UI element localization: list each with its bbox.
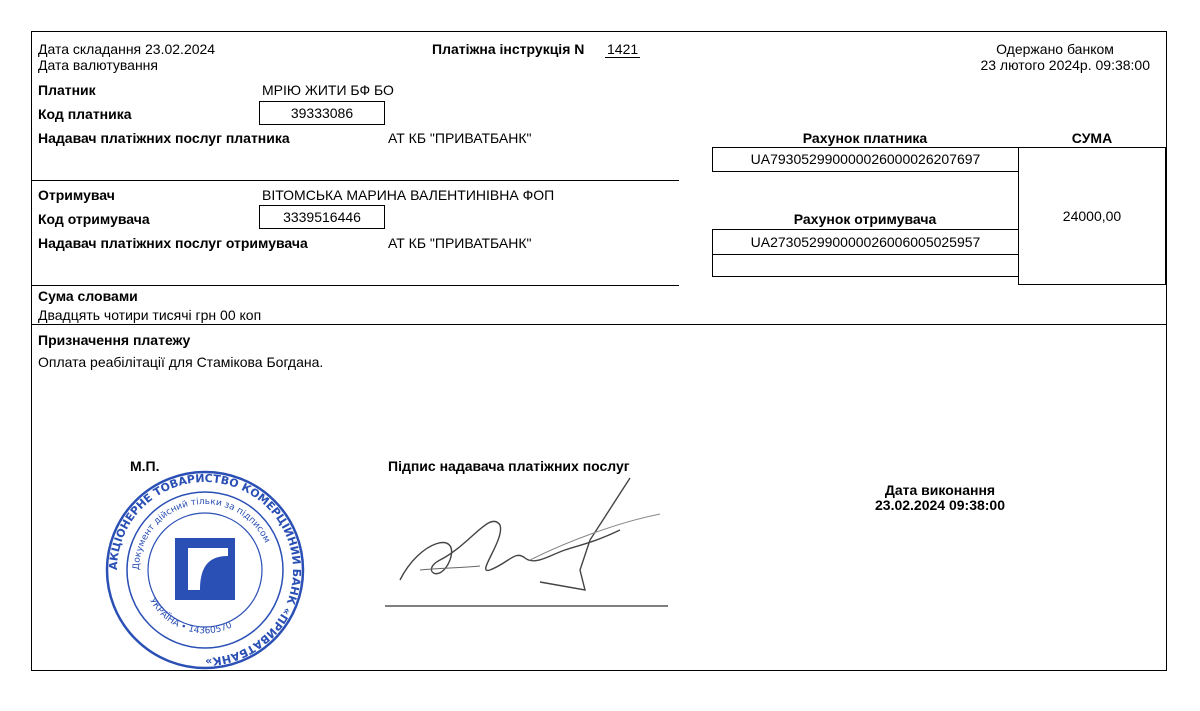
stamp-outer-text: АКЦІОНЕРНЕ ТОВАРИСТВО КОМЕРЦІЙНИЙ БАНК «ПРИВАТБАНК» xyxy=(106,471,304,669)
instruction-number: 1421 xyxy=(607,41,639,57)
purpose-text: Оплата реабілітації для Стамікова Богдана. xyxy=(38,354,324,370)
payer-provider-label: Надавач платіжних послуг платника xyxy=(38,130,290,146)
value-date-label: Дата валютування xyxy=(38,57,158,73)
received-datetime: 23 лютого 2024р. 09:38:00 xyxy=(980,57,1150,73)
recipient-name: ВІТОМСЬКА МАРИНА ВАЛЕНТИНІВНА ФОП xyxy=(262,187,555,203)
amount-words: Двадцять чотири тисячі грн 00 коп xyxy=(38,307,262,323)
payer-account: UA793052990000026000026207697 xyxy=(712,147,1019,172)
stamp-bottom-text: УКРАЇНА • 14360570 xyxy=(147,596,234,637)
payer-provider: АТ КБ "ПРИВАТБАНК" xyxy=(388,130,532,146)
execution-label: Дата виконання xyxy=(884,482,996,498)
amount-box xyxy=(1018,147,1166,285)
execution-datetime: 23.02.2024 09:38:00 xyxy=(875,497,1005,513)
stamp-inner-text: Документ дійсний тільки за підписом xyxy=(131,496,272,571)
divider-payer xyxy=(31,180,679,181)
payer-name: МРІЮ ЖИТИ БФ БО xyxy=(262,82,394,98)
recipient-label: Отримувач xyxy=(38,187,115,203)
divider-words xyxy=(31,324,1167,325)
recipient-account: UA273052990000026006005025957 xyxy=(713,230,1018,255)
received-label: Одержано банком xyxy=(996,41,1114,57)
amount-label: СУМА xyxy=(1071,130,1113,146)
instruction-label: Платіжна інструкція N xyxy=(432,41,585,57)
recipient-provider-label: Надавач платіжних послуг отримувача xyxy=(38,235,308,251)
signature-label: Підпис надавача платіжних послуг xyxy=(388,458,630,474)
amount-value: 24000,00 xyxy=(1062,208,1122,224)
recipient-code-label: Код отримувача xyxy=(38,211,150,227)
signature-image xyxy=(380,470,670,610)
payer-label: Платник xyxy=(38,82,96,98)
privatbank-logo-icon xyxy=(175,538,235,600)
recipient-account-label: Рахунок отримувача xyxy=(793,211,937,227)
payer-code: 39333086 xyxy=(259,101,385,125)
recipient-account-box xyxy=(712,229,1019,277)
recipient-provider: АТ КБ "ПРИВАТБАНК" xyxy=(388,235,532,251)
date-compiled: Дата складання 23.02.2024 xyxy=(38,41,216,57)
recipient-code: 3339516446 xyxy=(259,205,385,229)
purpose-label: Призначення платежу xyxy=(38,332,191,348)
divider-recipient xyxy=(31,285,679,286)
payer-code-label: Код платника xyxy=(38,106,132,122)
amount-words-label: Сума словами xyxy=(38,288,138,304)
bank-stamp xyxy=(100,470,310,670)
stamp-label: М.П. xyxy=(130,458,160,474)
payer-account-label: Рахунок платника xyxy=(802,130,928,146)
